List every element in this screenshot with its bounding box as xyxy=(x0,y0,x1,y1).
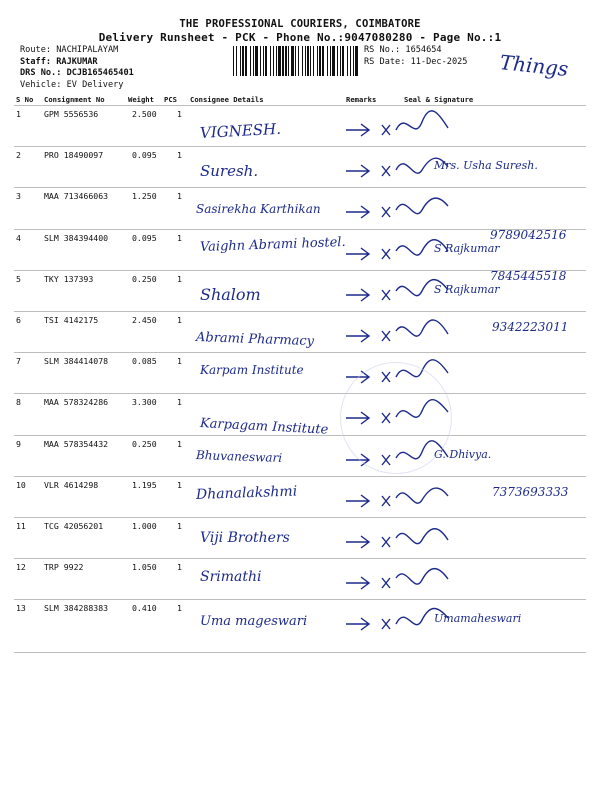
phone-number: 7373693333 xyxy=(492,484,569,499)
consignment-number: VLR 4614298 xyxy=(44,479,99,490)
weight: 3.300 xyxy=(132,397,157,408)
table-row xyxy=(14,229,586,275)
consignee-handwritten: Bhuvaneswari xyxy=(195,447,283,465)
weight: 0.095 xyxy=(132,232,157,243)
pieces: 1 xyxy=(177,273,182,284)
consignee-handwritten: Srimathi xyxy=(200,569,262,586)
consignment-number: SLM 384288383 xyxy=(44,603,109,614)
pieces: 1 xyxy=(177,521,182,531)
weight: 0.250 xyxy=(132,438,157,449)
pieces: 1 xyxy=(177,315,182,325)
signature-scribble xyxy=(392,559,462,599)
table-row xyxy=(14,435,586,481)
consignment-number: SLM 384394400 xyxy=(44,232,109,243)
serial-number: 1 xyxy=(16,109,21,119)
route: Route: NACHIPALAYAM xyxy=(20,45,119,55)
seal-text: Umamaheswari xyxy=(434,612,522,626)
table-row xyxy=(14,146,586,192)
consignment-number: MAA 578324286 xyxy=(44,397,109,408)
pieces: 1 xyxy=(177,438,182,449)
handwritten-note: Things xyxy=(498,50,570,82)
consignee-handwritten: Karpagam Institute xyxy=(199,416,329,439)
serial-number: 13 xyxy=(16,603,26,614)
serial-number: 6 xyxy=(16,315,21,325)
consignment-number: GPM 5556536 xyxy=(44,109,99,119)
weight: 1.250 xyxy=(132,191,157,202)
vehicle: Vehicle: EV Delivery xyxy=(20,79,124,90)
serial-number: 3 xyxy=(16,191,21,202)
consignment-number: MAA 578354432 xyxy=(44,438,109,449)
table-row xyxy=(14,105,586,151)
consignment-number: TKY 137393 xyxy=(44,273,94,284)
weight: 2.450 xyxy=(132,315,157,325)
company-title: THE PROFESSIONAL COURIERS, COIMBATORE xyxy=(179,18,421,30)
barcode xyxy=(233,46,359,76)
pieces: 1 xyxy=(177,150,182,161)
serial-number: 12 xyxy=(16,562,26,573)
col-consignee: Consignee Details xyxy=(190,95,264,104)
consignment-number: SLM 384414078 xyxy=(44,356,109,367)
weight: 0.250 xyxy=(132,273,157,284)
pieces: 1 xyxy=(177,562,182,573)
col-pcs: PCS xyxy=(164,95,177,104)
signature-scribble xyxy=(392,518,462,558)
consignee-handwritten: Abrami Pharmacy xyxy=(195,330,315,350)
serial-number: 9 xyxy=(16,438,21,449)
seal-text: S Rajkumar xyxy=(434,282,500,296)
col-weight: Weight xyxy=(128,95,154,104)
phone-number: 9789042516 xyxy=(490,227,567,242)
consignee-handwritten: Karpam Institute xyxy=(200,363,304,378)
col-seal: Seal & Signature xyxy=(404,95,474,104)
weight: 1.000 xyxy=(132,521,157,531)
seal-text: G. Dhivya. xyxy=(434,447,492,461)
pieces: 1 xyxy=(177,191,182,202)
drs-number: DRS No.: DCJB165465401 xyxy=(20,68,134,78)
weight: 0.410 xyxy=(132,603,157,614)
table-row xyxy=(14,187,586,233)
faint-stamp xyxy=(340,362,452,474)
phone-number: 7845445518 xyxy=(490,268,567,283)
weight: 1.195 xyxy=(132,479,157,490)
consignee-handwritten: Suresh. xyxy=(200,162,259,181)
serial-number: 11 xyxy=(16,521,26,531)
table-row xyxy=(14,311,586,357)
rs-info xyxy=(364,45,467,68)
consignee-handwritten: Shalom xyxy=(200,284,261,304)
pieces: 1 xyxy=(177,397,182,408)
pieces: 1 xyxy=(177,232,182,243)
consignee-handwritten: Uma mageswari xyxy=(200,614,308,630)
weight: 1.050 xyxy=(132,562,157,573)
serial-number: 5 xyxy=(16,273,21,284)
serial-number: 8 xyxy=(16,397,21,408)
table-row xyxy=(14,393,586,439)
seal-text: S Rajkumar xyxy=(434,241,500,255)
route-info xyxy=(20,45,134,91)
table-row xyxy=(14,270,586,316)
table-row xyxy=(14,558,586,604)
phone-number: 9342223011 xyxy=(492,320,569,334)
runsheet-subtitle: Delivery Runsheet - PCK - Phone No.:9047080280 - Page No.:1 xyxy=(98,31,502,44)
col-sno: S No xyxy=(16,95,34,104)
serial-number: 10 xyxy=(16,479,26,490)
pieces: 1 xyxy=(177,479,182,490)
signature-scribble xyxy=(392,477,462,517)
signature-scribble xyxy=(392,106,462,146)
consignee-handwritten: Viji Brothers xyxy=(200,530,290,546)
consignee-handwritten: Dhanalakshmi xyxy=(195,483,298,503)
consignment-number: TRP 9922 xyxy=(44,562,84,573)
pieces: 1 xyxy=(177,356,182,367)
serial-number: 2 xyxy=(16,150,21,161)
table-row xyxy=(14,476,586,522)
col-consignment: Consignment No xyxy=(44,95,105,104)
weight: 0.095 xyxy=(132,150,157,161)
signature-scribble xyxy=(392,312,462,352)
consignee-handwritten: Vaighn Abrami hostel. xyxy=(199,234,346,255)
table-row xyxy=(14,599,586,645)
signature-scribble xyxy=(392,188,462,228)
table-bottom-rule xyxy=(14,652,586,653)
table-row xyxy=(14,517,586,563)
consignment-number: MAA 713466063 xyxy=(44,191,109,202)
consignment-number: TCG 42056201 xyxy=(44,521,104,531)
consignee-handwritten: Sasirekha Karthikan xyxy=(196,202,321,217)
weight: 0.085 xyxy=(132,356,157,367)
seal-text: Mrs. Usha Suresh. xyxy=(434,159,538,173)
rs-date: RS Date: 11-Dec-2025 xyxy=(364,56,468,67)
serial-number: 4 xyxy=(16,232,21,243)
pieces: 1 xyxy=(177,603,182,614)
table-row xyxy=(14,352,586,398)
weight: 2.500 xyxy=(132,109,157,119)
col-remarks: Remarks xyxy=(346,95,377,104)
staff: Staff: RAJKUMAR xyxy=(20,56,98,67)
consignment-number: PRO 18490097 xyxy=(44,150,104,161)
consignment-number: TSI 4142175 xyxy=(44,315,99,325)
consignee-handwritten: VIGNESH. xyxy=(199,119,282,142)
serial-number: 7 xyxy=(16,356,21,367)
rs-number: RS No.: 1654654 xyxy=(364,45,442,55)
pieces: 1 xyxy=(177,109,182,119)
